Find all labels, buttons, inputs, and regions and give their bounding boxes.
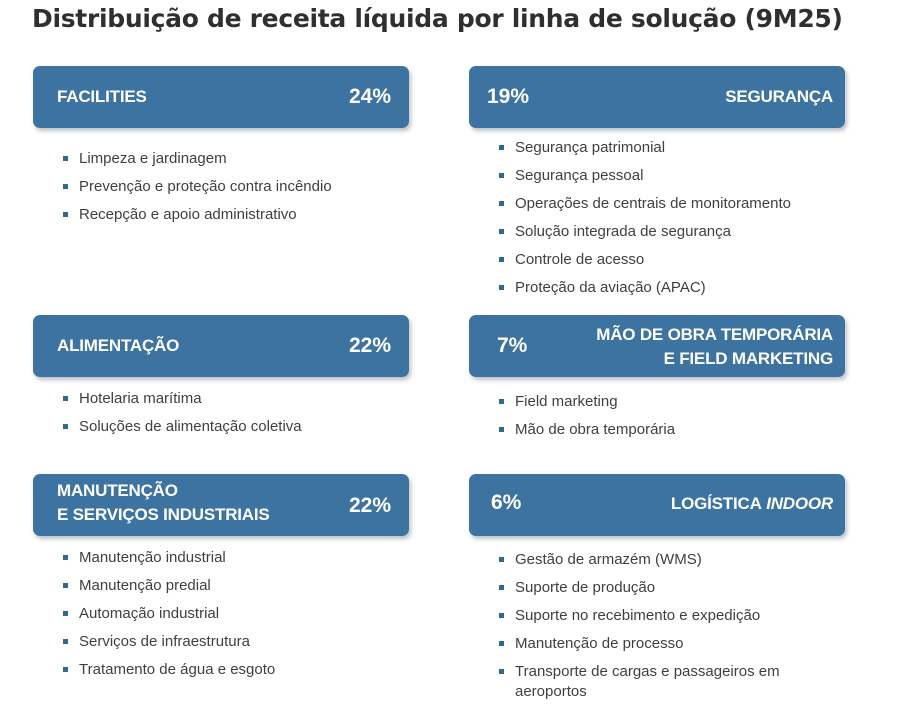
square-bullet-icon: [499, 557, 504, 562]
segment-item-list: [499, 138, 791, 306]
square-bullet-icon: [499, 585, 504, 590]
square-bullet-icon: [499, 669, 504, 674]
square-bullet-icon: [499, 201, 504, 206]
square-bullet-icon: [499, 145, 504, 150]
list-item: Soluções de alimentação coletiva: [63, 417, 302, 437]
list-item: Recepção e apoio administrativo: [63, 205, 332, 225]
segment-percent: 6%: [491, 491, 522, 514]
list-item: Operações de centrais de monitoramento: [499, 194, 791, 214]
segment-item-list: [63, 149, 332, 233]
segment-percent: 22%: [348, 334, 391, 357]
list-item: Manutenção industrial: [63, 548, 275, 568]
segment-item-list: [63, 389, 302, 445]
list-item: Field marketing: [499, 392, 675, 412]
segment-header: [33, 66, 409, 128]
list-item: Segurança patrimonial: [499, 138, 791, 158]
segment-name: [57, 85, 147, 109]
list-item: Hotelaria marítima: [63, 389, 302, 409]
segment-header: [33, 315, 409, 377]
segment-percent: 7%: [497, 334, 528, 357]
segment-percent: 22%: [348, 494, 391, 517]
square-bullet-icon: [499, 399, 504, 404]
segment-header: [469, 66, 845, 128]
list-item: Solução integrada de segurança: [499, 222, 791, 242]
segment-percent: 24%: [348, 85, 391, 108]
segment-name: [725, 85, 833, 109]
square-bullet-icon: [63, 611, 68, 616]
square-bullet-icon: [499, 641, 504, 646]
square-bullet-icon: [499, 613, 504, 618]
square-bullet-icon: [499, 173, 504, 178]
segment-name-line: LOGÍSTICA INDOOR: [670, 494, 833, 513]
list-item: Manutenção predial: [63, 576, 275, 596]
list-item: Segurança pessoal: [499, 166, 791, 186]
segment-name-line: E SERVIÇOS INDUSTRIAIS: [57, 505, 270, 524]
square-bullet-icon: [499, 229, 504, 234]
square-bullet-icon: [63, 156, 68, 161]
segment-name-line: MANUTENÇÃO: [57, 481, 178, 500]
list-item: Suporte de produção: [499, 578, 815, 598]
list-item: Transporte de cargas e passageiros em aeroportos: [499, 662, 815, 702]
list-item: Controle de acesso: [499, 250, 791, 270]
segment-item-list: [499, 550, 815, 710]
segment-name-line: MÃO DE OBRA TEMPORÁRIA: [596, 325, 833, 344]
segment-item-list: [499, 392, 675, 448]
segment-header: [469, 474, 845, 536]
square-bullet-icon: [63, 396, 68, 401]
list-item: Mão de obra temporária: [499, 420, 675, 440]
square-bullet-icon: [63, 639, 68, 644]
page-title: Distribuição de receita líquida por linha de solução (9M25): [32, 4, 843, 33]
square-bullet-icon: [499, 257, 504, 262]
list-item: Serviços de infraestrutura: [63, 632, 275, 652]
segment-item-list: [63, 548, 275, 688]
square-bullet-icon: [63, 184, 68, 189]
list-item: Gestão de armazém (WMS): [499, 550, 815, 570]
segment-name: [57, 479, 270, 527]
list-item: Tratamento de água e esgoto: [63, 660, 275, 680]
segment-name-line: ALIMENTAÇÃO: [57, 336, 180, 355]
segment-percent: 19%: [487, 85, 530, 108]
segment-name: [671, 492, 833, 516]
square-bullet-icon: [63, 424, 68, 429]
square-bullet-icon: [63, 555, 68, 560]
square-bullet-icon: [63, 667, 68, 672]
list-item: Automação industrial: [63, 604, 275, 624]
square-bullet-icon: [499, 285, 504, 290]
list-item: Limpeza e jardinagem: [63, 149, 332, 169]
segment-name-line: SEGURANÇA: [725, 87, 833, 106]
list-item: Suporte no recebimento e expedição: [499, 606, 815, 626]
list-item: Proteção da aviação (APAC): [499, 278, 791, 298]
segment-name: [57, 334, 179, 358]
square-bullet-icon: [63, 212, 68, 217]
square-bullet-icon: [63, 583, 68, 588]
list-item: Manutenção de processo: [499, 634, 815, 654]
segment-name-line: FACILITIES: [57, 87, 147, 106]
segment-name-line: E FIELD MARKETING: [663, 349, 833, 368]
list-item: Prevenção e proteção contra incêndio: [63, 177, 332, 197]
segment-name: [596, 323, 833, 371]
segment-header: [469, 315, 845, 377]
segment-header: [33, 474, 409, 536]
square-bullet-icon: [499, 427, 504, 432]
